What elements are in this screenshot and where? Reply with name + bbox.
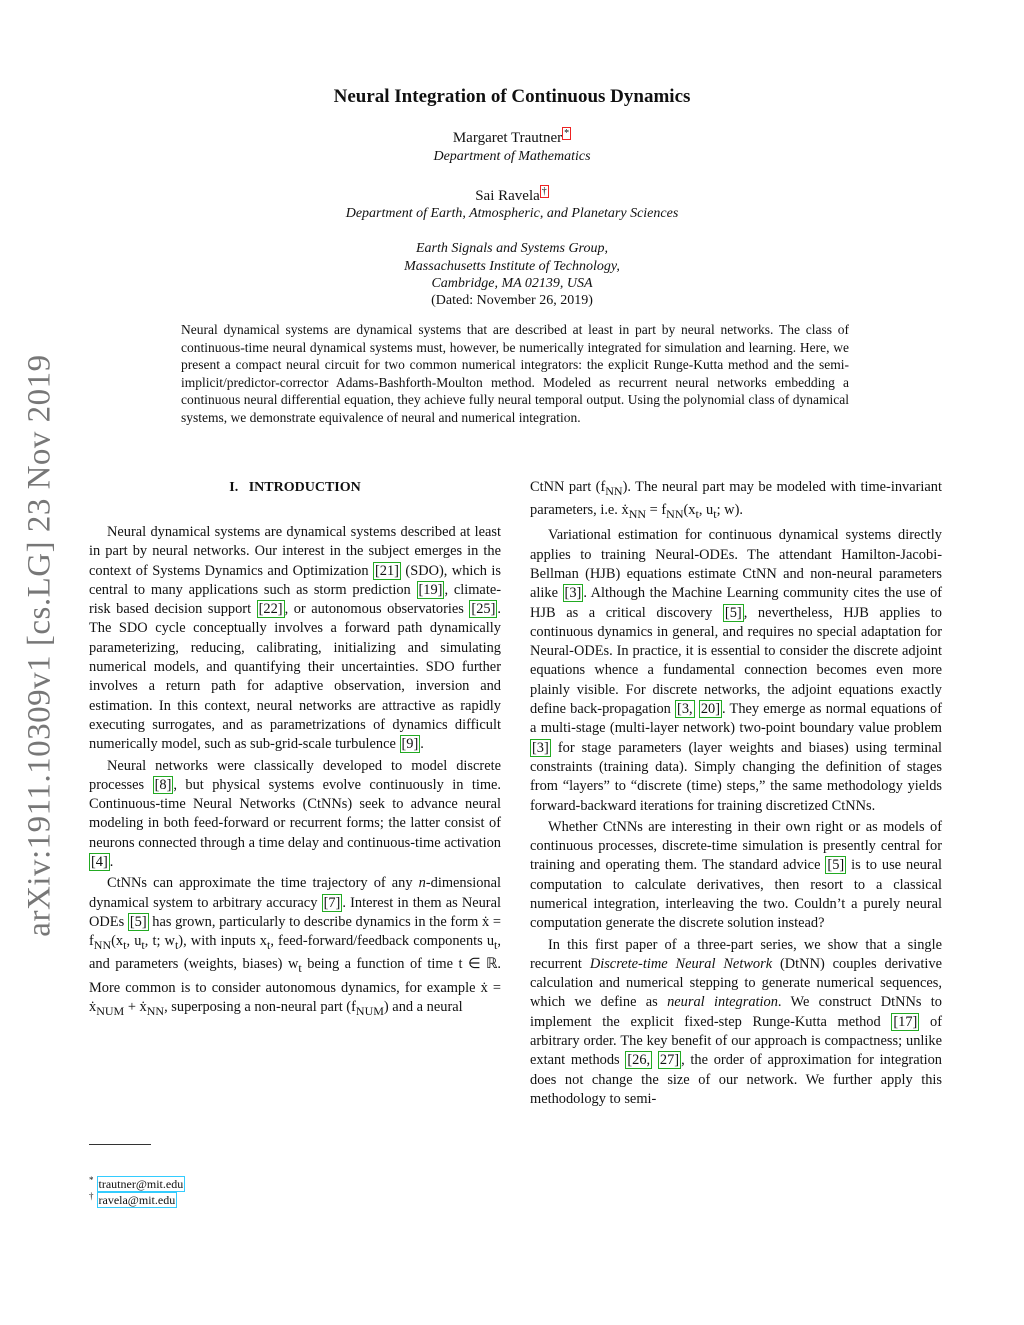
citation-link[interactable]: [5] [129,913,147,930]
email-link-trautner[interactable]: trautner@mit.edu [98,1177,184,1191]
footnote-2 [89,1192,185,1208]
citation-link[interactable]: [26, [627,1052,651,1069]
footnote-1-mark: * [89,1175,94,1185]
citation-link[interactable]: [7] [323,894,341,911]
paper-title: Neural Integration of Continuous Dynamics [333,86,691,107]
group-line-3: Cambridge, MA 02139, USA [431,276,593,291]
footnote-divider [89,1144,151,1145]
citation-link[interactable]: [5] [827,857,845,874]
abstract: Neural dynamical systems are dynamical systems that are described at least in part by neural networks. The class of continuous-time neural dynamical systems must, however, be numerically integrated for simulation and learning. Here, we present a compact neural circuit for two common numerical integrators: the explicit Runge-Kutta method and the semi-implicit/predictor-corrector Adams-Bashforth-Moulton method. Modeled as recurrent neural networks embedding a continuous neural differential equation, they achieve fully neural temporal output. Using the polynomial class of dynamical systems, we demonstrate equivalence of neural and numerical integration. [181,322,849,425]
footnote-1 [89,1176,185,1192]
left-paragraph-3: CtNNs can approximate the time trajectory of any n-dimensional dynamical system to arbitrary accuracy [7] . Interest in them as Neural ODEs [5] has grown, particularly to describe dynamics in the form ẋ = $f_{NN}(x_t$, $u_t$, t; $w_t$), with inputs $x_t$, feed-forward/feedback components $u_t$, and parameters (weights, biases) $w_t$ being a function of time t ∈ ℝ. More common is to consider autonomous dynamics, for example ẋ = ẋ$_{NUM}$ + ẋ$_{NN}$, superposing a non-neural part $(f_{NUM})$ and a neural [89,875,501,1018]
author-2-name: Sai Ravela [475,188,540,204]
author-2 [0,187,1024,205]
citation-link[interactable]: [21] [374,562,399,579]
author-1-name: Margaret Trautner [452,130,563,146]
citation-link[interactable]: [9] [401,736,419,753]
citation-link[interactable]: [17] [893,1013,918,1030]
author-1-affiliation: Department of Mathematics [433,149,591,164]
author-1-footnote-link[interactable]: * [564,128,570,139]
citation-link[interactable]: [3] [532,739,549,756]
section-heading [89,478,501,497]
group-line-1: Earth Signals and Systems Group, [416,241,608,256]
citation-link[interactable]: [3, [677,701,693,718]
group-line-2: Massachusetts Institute of Technology, [404,259,620,274]
right-column [530,478,942,1111]
citation-link[interactable]: [8] [154,776,172,793]
author-2-footnote-link[interactable]: † [541,186,547,197]
right-paragraph-3: Whether CtNNs are interesting in their own right or as models of continuous processes, discrete-time simulation is presently central for training and operating them. The standard advice [5] is to use neural computation to calculate derivatives, then resort to a classical numerical integration, interleaving the two. Couldn’t a purely neural computation generate the discrete solution instead? [530,818,942,932]
citation-link[interactable]: 20] [700,701,720,718]
section-title: INTRODUCTION [248,480,361,495]
footnote-2-mark: † [89,1191,94,1201]
citation-link[interactable]: [3] [564,585,582,602]
arxiv-stamp-text: arXiv:1911.10309v1 [cs.LG] 23 Nov 2019 [21,353,58,937]
citation-link[interactable]: [25] [471,601,496,618]
arxiv-stamp [14,340,66,950]
section-number: I. [229,480,239,495]
citation-link[interactable]: [5] [724,604,742,621]
left-paragraph-1: Neural dynamical systems are dynamical systems described at least in part by neural networks. Our interest in the subject emerges in the context of Systems Dynamics and Optimization [21] (SDO), which is central to many applications such as storm prediction [19] , climate-risk based decision support [22] , or autonomous observatories [25] . The SDO cycle conceptually involves a forward path dynamically parameterizing, reducing, calibrating, initializing and simulating numerical models, and quantifying their uncertainties. SDO further involves a return path for adaptive observation, inversion and estimation. In this context, neural networks are attractive as rapidly executing surrogates, and as parametrizations of dynamics difficult numerically model, such as sub-grid-scale turbulence [9] . [89,524,501,753]
dated: (Dated: November 26, 2019) [431,293,593,308]
citation-link[interactable]: [22] [258,601,283,618]
right-paragraph-4: In this first paper of a three-part series, we show that a single recurrent Discrete-time Neural Network (DtNN) couples derivative calculation and numerical stepping to generate numerical sequences, which we define as neural integration. We construct DtNNs to implement the explicit fixed-step Runge-Kutta method [17] of arbitrary order. The key benefit of our approach is compactness; unlike extant methods [26, 27] , the order of approximation for integration does not change the size of our network. We further apply this methodology to semi- [530,936,942,1107]
left-paragraph-2: Neural networks were classically developed to model discrete processes [8] , but physical systems evolve continuously in time. Continuous-time Neural Networks (CtNNs) seek to advance neural modeling in both feed-forward or recurrent forms; the latter consist of neurons connected through a time delay and continuous-time activation [4] . [89,757,502,871]
author-2-affiliation: Department of Earth, Atmospheric, and Planetary Sciences [345,206,679,221]
right-paragraph-1: CtNN part $(f_{NN})$. The neural part may be modeled with time-invariant parameters, i.e. ẋ$_{NN}$ = $f_{NN}(x_t$, $u_t$; w). [530,479,942,522]
email-link-ravela[interactable]: ravela@mit.edu [98,1193,176,1207]
left-column [89,478,501,1023]
author-1 [0,129,1024,147]
footnotes [89,1176,185,1208]
citation-link[interactable]: [19] [418,581,443,598]
citation-link[interactable]: 27] [659,1052,680,1069]
right-paragraph-2: Variational estimation for continuous dynamical systems directly applies to training Neural-ODEs. The attendant Hamilton-Jacobi-Bellman (HJB) equations estimate CtNN and non-neural parameters alike [3] . Although the Machine Learning community cites the use of HJB as a critical discovery [5] , nevertheless, HJB applies to continuous dynamics in general, and requires no special adaptation for Neural-ODEs. In practice, it is essential to consider the discrete adjoint equations whence a fundamental connection becomes even more plainly visible. For discrete networks, the adjoint equations exactly define back-propagation [3, 20] . They emerge as normal equations of a multi-stage (multi-layer network) two-point boundary value problem [3] for stage parameters (layer weights and biases) using terminal constraints (training data). Simply changing the definition of stages from “layers” to “discrete (time) steps,” the same methodology yields forward-backward iterations for training discretized CtNNs. [530,527,942,814]
citation-link[interactable]: [4] [91,854,108,871]
